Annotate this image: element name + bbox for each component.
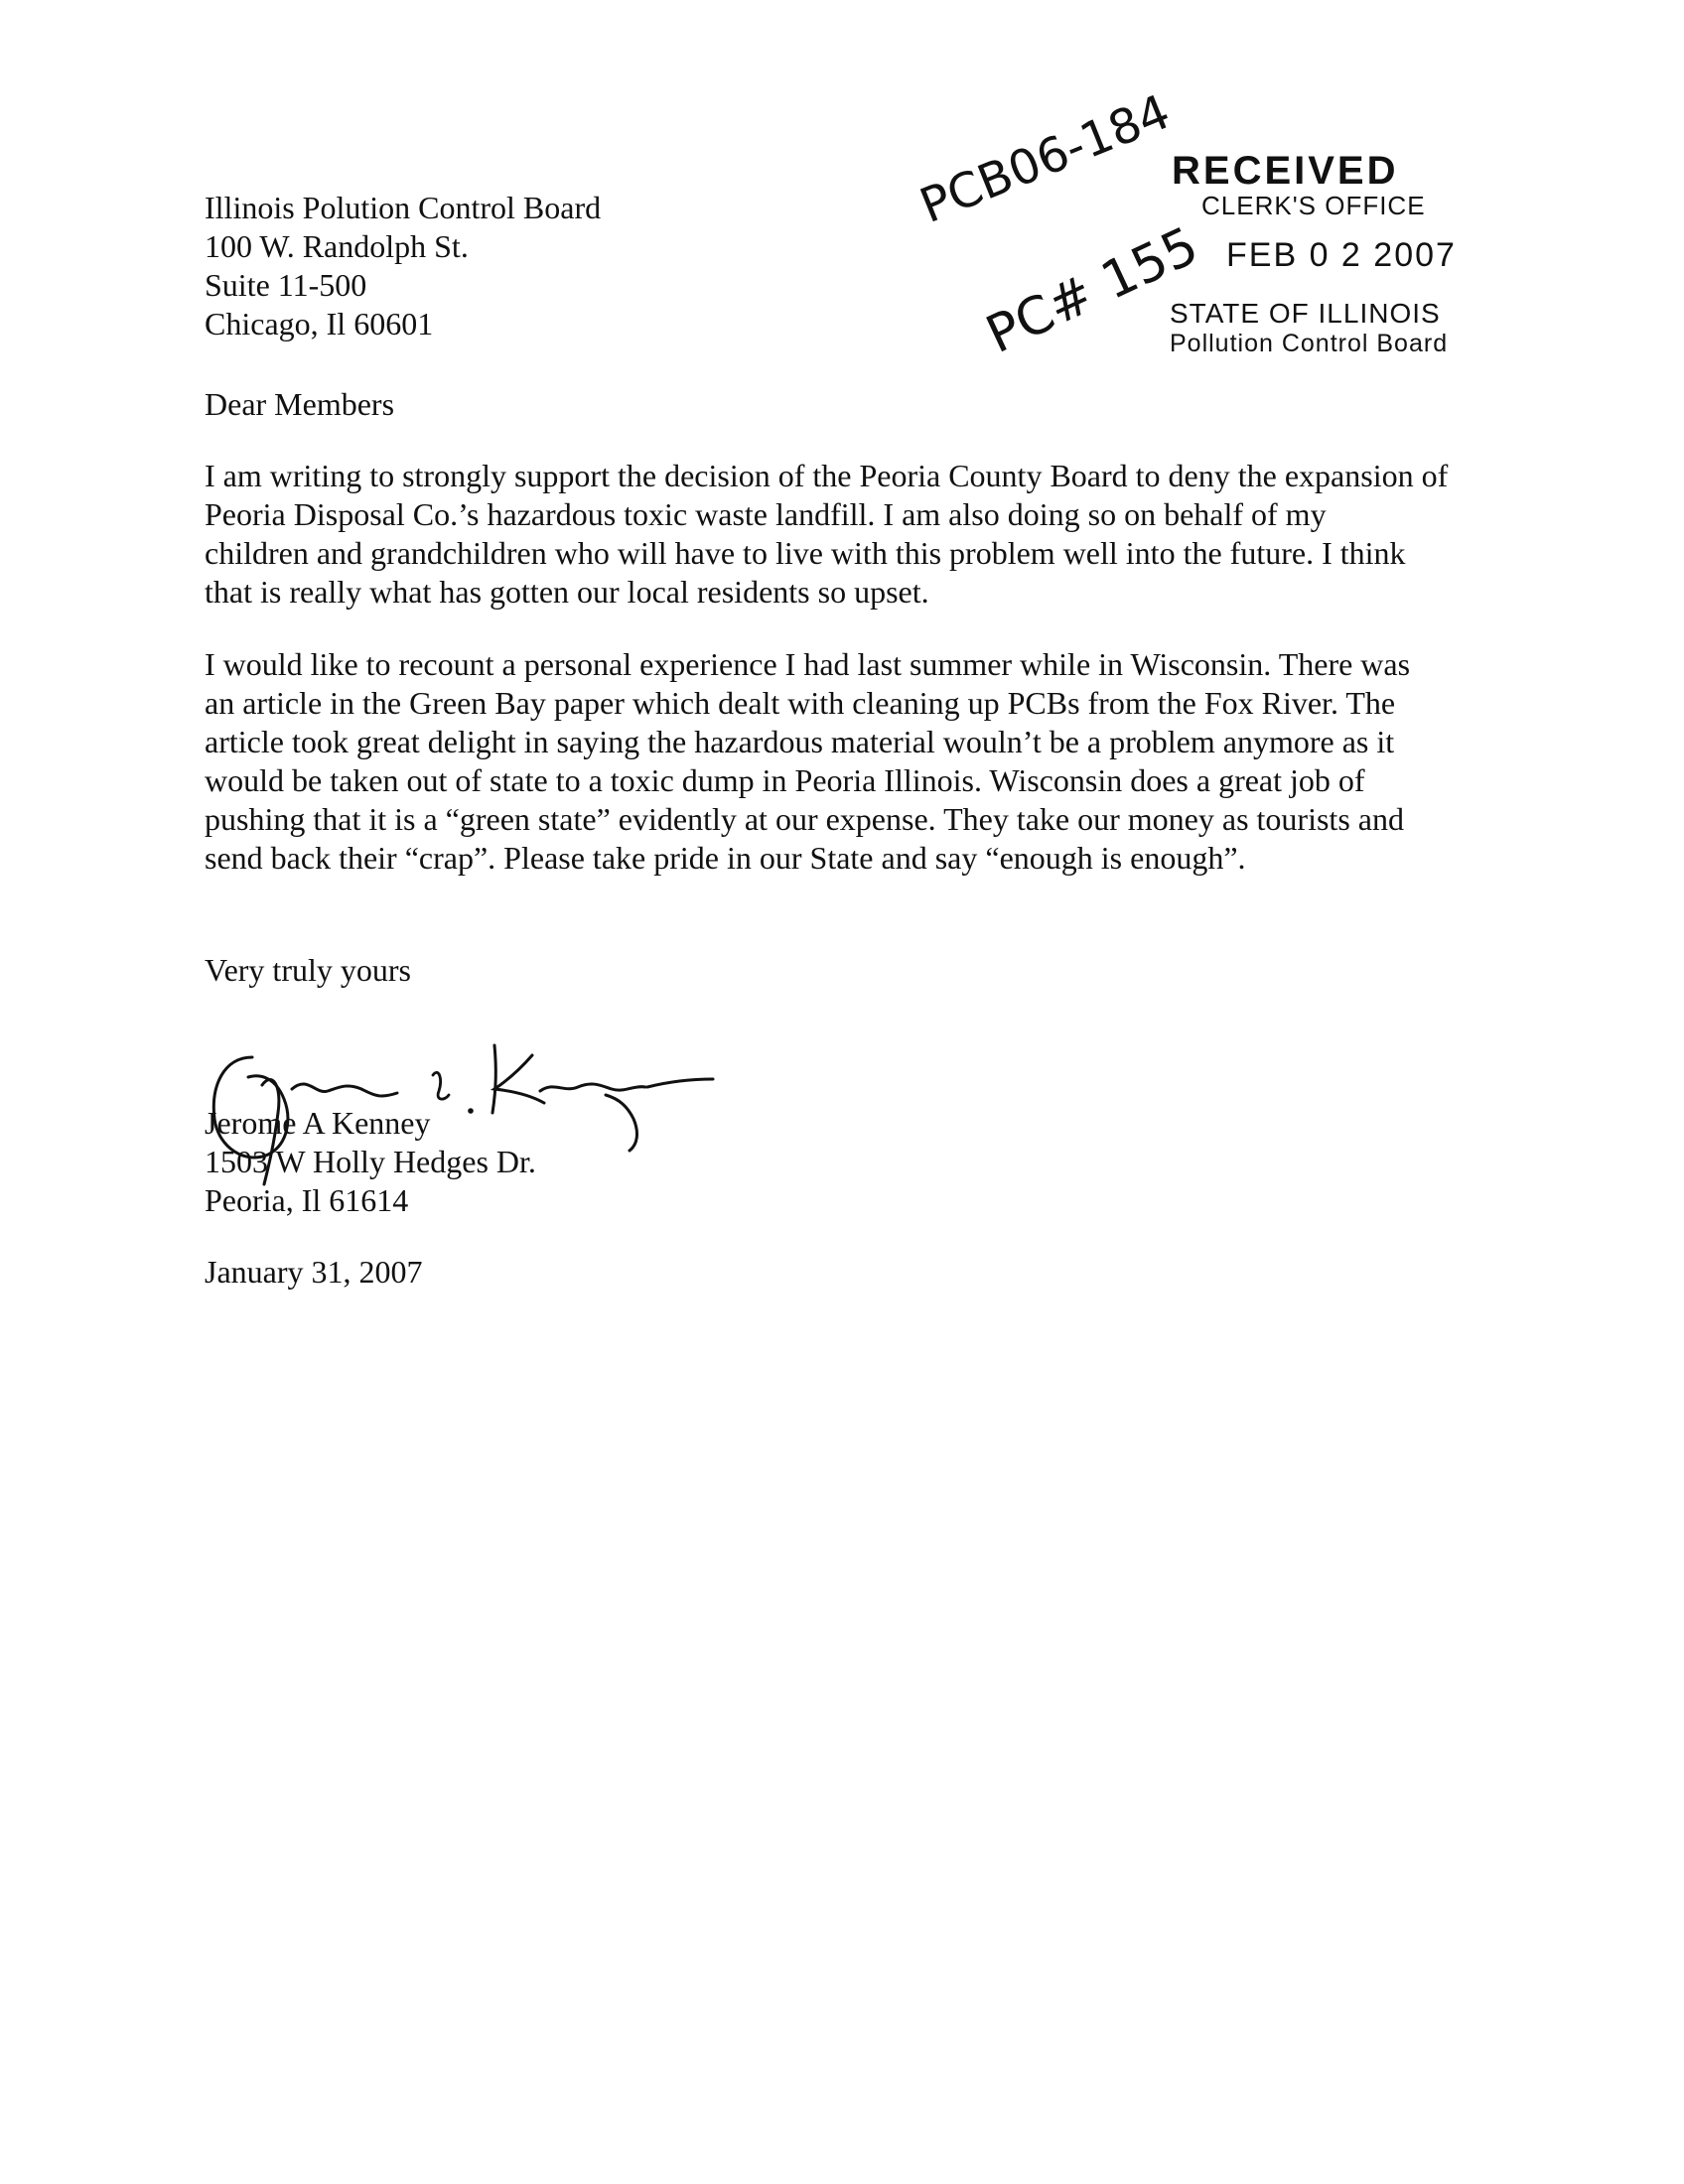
paragraph-1-line-3: children and grandchildren who will have to live with this problem well into the future. I think [205, 535, 1406, 571]
sender-name: Jerome A Kenney [205, 1105, 431, 1141]
paragraph-1-line-2: Peoria Disposal Co.’s hazardous toxic waste landfill. I am also doing so on behalf of my [205, 496, 1327, 532]
paragraph-2-line-3: article took great delight in saying the hazardous material wouln’t be a problem anymore as it [205, 724, 1395, 759]
recipient-line-2: 100 W. Randolph St. [205, 228, 469, 264]
closing: Very truly yours [205, 952, 411, 988]
sender-block [205, 1104, 536, 1220]
sender-street: 1503 W Holly Hedges Dr. [205, 1144, 536, 1179]
stamp-received: RECEIVED [1172, 149, 1399, 193]
paragraph-2-line-2: an article in the Green Bay paper which dealt with cleaning up PCBs from the Fox River. The [205, 685, 1396, 721]
recipient-line-3: Suite 11-500 [205, 267, 367, 303]
paragraph-1-line-4: that is really what has gotten our local residents so upset. [205, 574, 929, 610]
recipient-address [205, 189, 601, 343]
stamp-board: Pollution Control Board [1170, 330, 1449, 357]
paragraph-2-line-4: would be taken out of state to a toxic dump in Peoria Illinois. Wisconsin does a great job of [205, 762, 1365, 798]
body-paragraph-2 [205, 645, 1410, 878]
stamp-state: STATE OF ILLINOIS [1170, 298, 1441, 329]
stamp-office: CLERK'S OFFICE [1201, 191, 1426, 220]
received-stamp [912, 83, 1489, 417]
salutation: Dear Members [205, 386, 395, 422]
paragraph-2-line-1: I would like to recount a personal experience I had last summer while in Wisconsin. There was [205, 646, 1411, 682]
recipient-line-1: Illinois Polution Control Board [205, 190, 602, 225]
paragraph-1-line-1: I am writing to strongly support the decision of the Peoria County Board to deny the expansion of [205, 458, 1449, 493]
paragraph-2-line-6: send back their “crap”. Please take pride in our State and say “enough is enough”. [205, 840, 1246, 876]
recipient-line-4: Chicago, Il 60601 [205, 306, 434, 341]
handwritten-pc-number: PC# 155 [977, 215, 1207, 365]
sender-city: Peoria, Il 61614 [205, 1182, 409, 1218]
handwritten-case-number: PCB06-184 [912, 83, 1179, 234]
stamp-date: FEB 0 2 2007 [1226, 236, 1457, 274]
letter-date: January 31, 2007 [205, 1254, 423, 1290]
paragraph-2-line-5: pushing that it is a “green state” evidently at our expense. They take our money as tourists and [205, 801, 1404, 837]
body-paragraph-1 [205, 457, 1448, 612]
